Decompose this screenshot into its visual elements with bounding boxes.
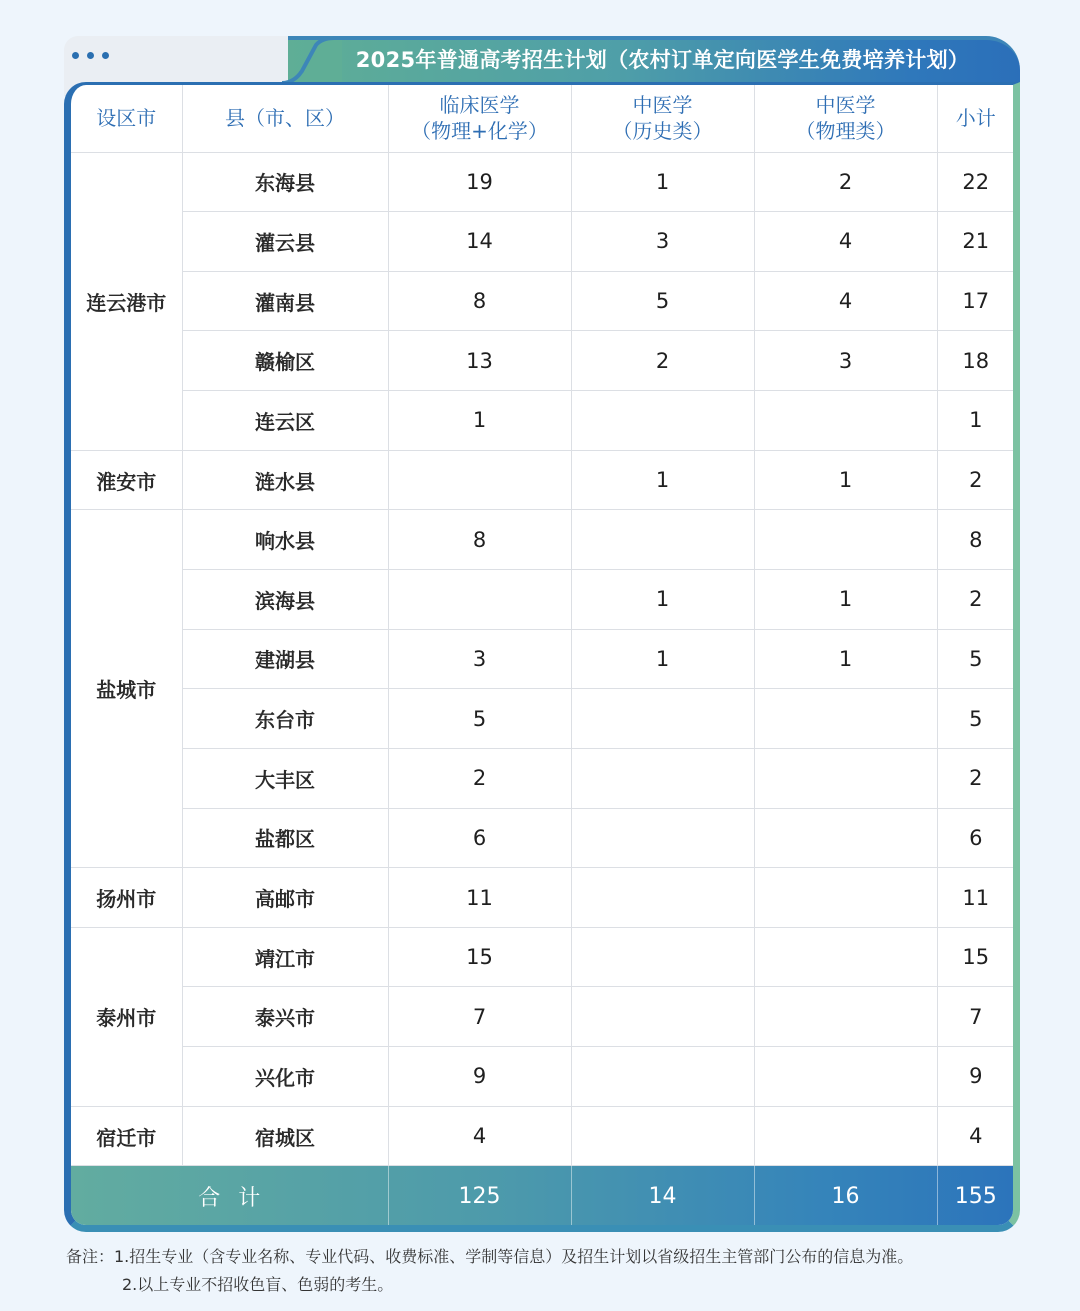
table-row — [71, 331, 1014, 391]
county-cell: 响水县 — [182, 510, 388, 570]
clinical-cell: 2 — [388, 748, 571, 808]
table-row — [71, 629, 1014, 689]
clinical-cell — [388, 569, 571, 629]
clinical-cell: 4 — [388, 1106, 571, 1166]
window-dots — [72, 52, 109, 59]
tcm-history-cell — [571, 927, 754, 987]
dot-icon — [72, 52, 79, 59]
county-cell: 宿城区 — [182, 1106, 388, 1166]
table-row — [71, 689, 1014, 749]
county-cell: 东台市 — [182, 689, 388, 749]
total-label: 合计 — [71, 1166, 388, 1226]
clinical-cell — [388, 450, 571, 510]
table-row — [71, 391, 1014, 451]
tcm-history-cell — [571, 987, 754, 1047]
subtotal-cell: 1 — [937, 391, 1014, 451]
clinical-cell: 5 — [388, 689, 571, 749]
subtotal-cell: 17 — [937, 271, 1014, 331]
page-title: 2025年普通高考招生计划（农村订单定向医学生免费培养计划） — [355, 48, 970, 72]
tcm-physics-cell: 4 — [754, 212, 937, 272]
tcm-physics-cell — [754, 1106, 937, 1166]
header-subtotal-label: 小计 — [955, 106, 996, 131]
header-tcm-history — [571, 85, 754, 152]
tcm-history-cell: 1 — [571, 629, 754, 689]
notes — [66, 1243, 913, 1299]
county-cell: 连云区 — [182, 391, 388, 451]
table-row — [71, 569, 1014, 629]
county-cell: 灌云县 — [182, 212, 388, 272]
clinical-cell: 11 — [388, 868, 571, 928]
subtotal-cell: 5 — [937, 629, 1014, 689]
city-cell: 盐城市 — [71, 510, 182, 868]
dot-icon — [102, 52, 109, 59]
table-row — [71, 868, 1014, 928]
clinical-cell: 1 — [388, 391, 571, 451]
county-cell: 高邮市 — [182, 868, 388, 928]
total-clinical: 125 — [388, 1166, 571, 1226]
county-cell: 兴化市 — [182, 1047, 388, 1107]
city-cell: 宿迁市 — [71, 1106, 182, 1166]
subtotal-cell: 11 — [937, 868, 1014, 928]
tcm-history-cell — [571, 1047, 754, 1107]
total-tcm-physics: 16 — [754, 1166, 937, 1226]
tcm-physics-cell: 3 — [754, 331, 937, 391]
clinical-cell: 15 — [388, 927, 571, 987]
tcm-physics-cell: 2 — [754, 152, 937, 212]
header-tcm-history-line2: （历史类） — [612, 119, 713, 144]
tcm-physics-cell — [754, 689, 937, 749]
dot-icon — [87, 52, 94, 59]
note-line-1: 备注：1.招生专业（含专业名称、专业代码、收费标准、学制等信息）及招生计划以省级招生主管部门公布的信息为准。 — [66, 1247, 914, 1266]
clinical-cell: 3 — [388, 629, 571, 689]
clinical-cell: 6 — [388, 808, 571, 868]
header-subtotal — [937, 85, 1014, 152]
tcm-physics-cell — [754, 1047, 937, 1107]
header-tcm-physics — [754, 85, 937, 152]
tcm-physics-cell: 1 — [754, 629, 937, 689]
clinical-cell: 9 — [388, 1047, 571, 1107]
table-row — [71, 927, 1014, 987]
header-county-label: 县（市、区） — [225, 106, 345, 131]
subtotal-cell: 8 — [937, 510, 1014, 570]
county-cell: 灌南县 — [182, 271, 388, 331]
tcm-history-cell — [571, 808, 754, 868]
header-clinical-line2: （物理+化学） — [411, 119, 548, 144]
tcm-history-cell — [571, 689, 754, 749]
table-row — [71, 152, 1014, 212]
tcm-history-cell: 1 — [571, 569, 754, 629]
tcm-history-cell: 2 — [571, 331, 754, 391]
table-row — [71, 510, 1014, 570]
clinical-cell: 7 — [388, 987, 571, 1047]
subtotal-cell: 7 — [937, 987, 1014, 1047]
table-row — [71, 212, 1014, 272]
tcm-physics-cell — [754, 391, 937, 451]
tcm-physics-cell — [754, 748, 937, 808]
table-row — [71, 1047, 1014, 1107]
tcm-physics-cell: 1 — [754, 569, 937, 629]
county-cell: 盐都区 — [182, 808, 388, 868]
city-cell: 泰州市 — [71, 927, 182, 1106]
tcm-history-cell — [571, 510, 754, 570]
county-cell: 大丰区 — [182, 748, 388, 808]
subtotal-cell: 21 — [937, 212, 1014, 272]
tcm-physics-cell — [754, 987, 937, 1047]
subtotal-cell: 15 — [937, 927, 1014, 987]
clinical-cell: 13 — [388, 331, 571, 391]
table-row — [71, 987, 1014, 1047]
note-line-2: 2.以上专业不招收色盲、色弱的考生。 — [122, 1275, 394, 1294]
table-header-row — [71, 85, 1014, 152]
county-cell: 靖江市 — [182, 927, 388, 987]
subtotal-cell: 2 — [937, 748, 1014, 808]
tcm-physics-cell — [754, 868, 937, 928]
county-cell: 涟水县 — [182, 450, 388, 510]
header-city-label: 设区市 — [96, 106, 157, 131]
enrollment-plan-table — [71, 85, 1014, 1226]
total-subtotal: 155 — [937, 1166, 1014, 1226]
subtotal-cell: 2 — [937, 569, 1014, 629]
subtotal-cell: 2 — [937, 450, 1014, 510]
header-tcm-physics-line1: 中医学 — [815, 93, 876, 118]
tcm-history-cell: 1 — [571, 152, 754, 212]
tcm-physics-cell — [754, 808, 937, 868]
subtotal-cell: 6 — [937, 808, 1014, 868]
tcm-physics-cell: 4 — [754, 271, 937, 331]
tcm-physics-cell — [754, 927, 937, 987]
header-county — [182, 85, 388, 152]
table-row — [71, 808, 1014, 868]
clinical-cell: 8 — [388, 510, 571, 570]
subtotal-cell: 22 — [937, 152, 1014, 212]
tcm-history-cell — [571, 868, 754, 928]
county-cell: 赣榆区 — [182, 331, 388, 391]
county-cell: 滨海县 — [182, 569, 388, 629]
table-row — [71, 1106, 1014, 1166]
header-clinical-line1: 临床医学 — [439, 93, 520, 118]
county-cell: 泰兴市 — [182, 987, 388, 1047]
table-row — [71, 748, 1014, 808]
header-tcm-history-line1: 中医学 — [632, 93, 693, 118]
tcm-history-cell: 3 — [571, 212, 754, 272]
county-cell: 东海县 — [182, 152, 388, 212]
county-cell: 建湖县 — [182, 629, 388, 689]
total-row — [71, 1166, 1014, 1226]
clinical-cell: 14 — [388, 212, 571, 272]
subtotal-cell: 9 — [937, 1047, 1014, 1107]
header-tcm-physics-line2: （物理类） — [795, 119, 896, 144]
subtotal-cell: 18 — [937, 331, 1014, 391]
tcm-history-cell: 5 — [571, 271, 754, 331]
table-row — [71, 271, 1014, 331]
clinical-cell: 19 — [388, 152, 571, 212]
subtotal-cell: 5 — [937, 689, 1014, 749]
city-cell: 淮安市 — [71, 450, 182, 510]
total-tcm-history: 14 — [571, 1166, 754, 1226]
tcm-history-cell — [571, 1106, 754, 1166]
clinical-cell: 8 — [388, 271, 571, 331]
tcm-physics-cell — [754, 510, 937, 570]
header-clinical — [388, 85, 571, 152]
table-row — [71, 450, 1014, 510]
city-cell: 扬州市 — [71, 868, 182, 928]
header-city — [71, 85, 182, 152]
plan-table-card — [64, 82, 1020, 1232]
city-cell: 连云港市 — [71, 152, 182, 450]
tcm-history-cell — [571, 391, 754, 451]
tcm-physics-cell: 1 — [754, 450, 937, 510]
table-body — [71, 152, 1014, 1226]
subtotal-cell: 4 — [937, 1106, 1014, 1166]
tcm-history-cell — [571, 748, 754, 808]
tcm-history-cell: 1 — [571, 450, 754, 510]
